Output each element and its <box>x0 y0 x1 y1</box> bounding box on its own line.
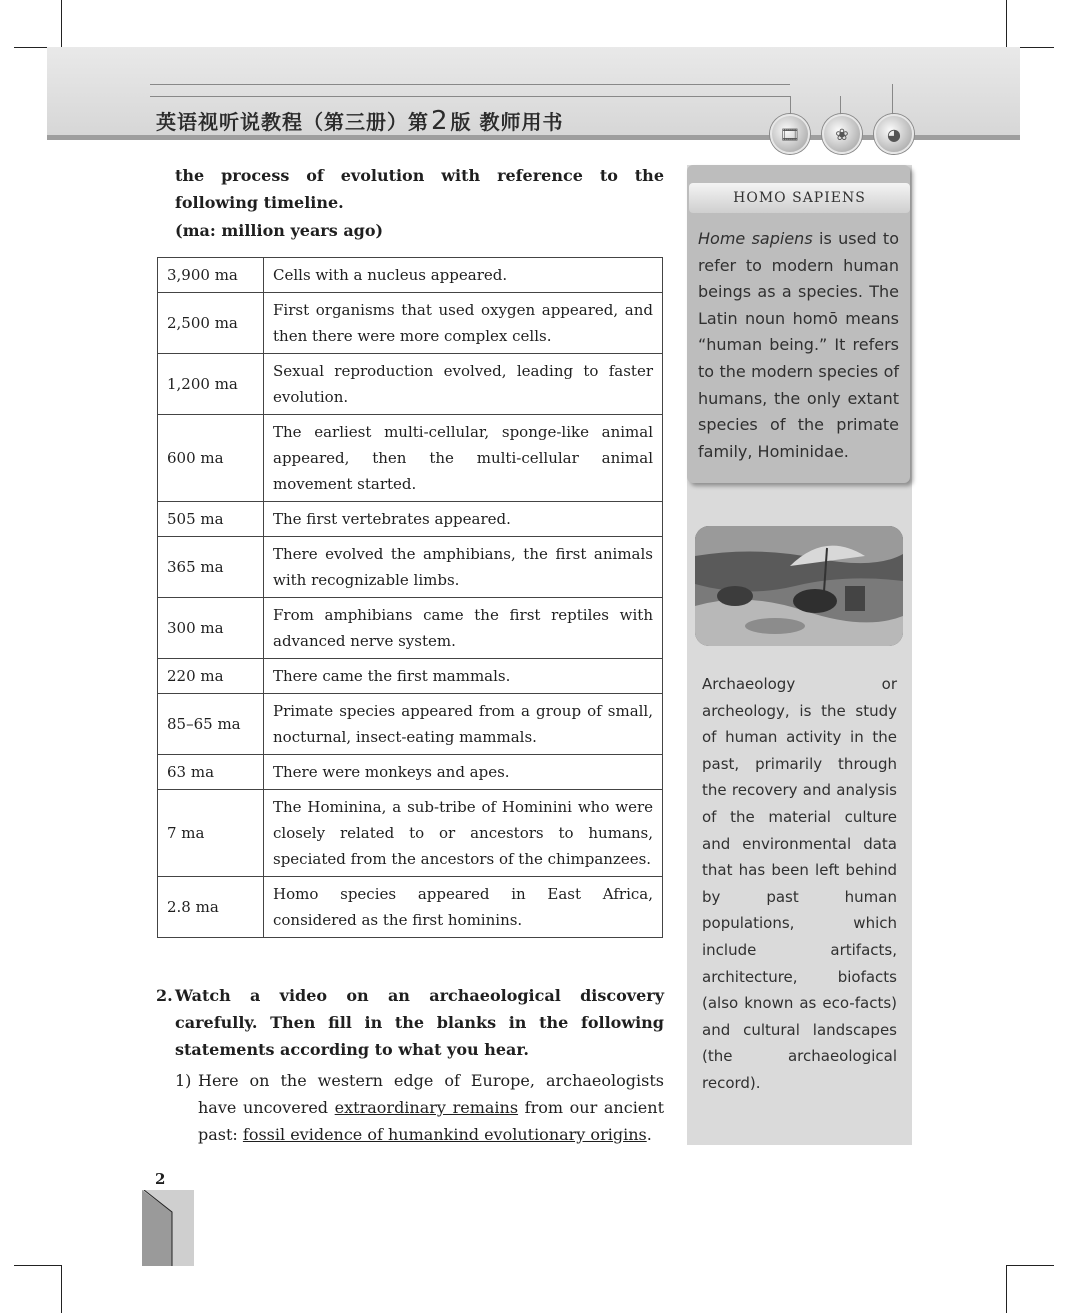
question-number: 2. <box>156 986 173 1005</box>
archaeology-text: Archaeology or archeology, is the study of human activity in the past, primarily through the recovery and analysis of the material culture and environmental data that has been left behind by past human populations, which include artifacts, architecture, biofacts (also known as eco-facts) and cultural landscapes (the archaeological record). <box>702 675 897 1092</box>
answer-number: 1) <box>175 1071 192 1090</box>
table-row <box>158 415 663 502</box>
table-row <box>158 877 663 938</box>
table-row <box>158 293 663 354</box>
timeline-date: 7 ma <box>158 790 264 877</box>
timeline-event: The first vertebrates appeared. <box>264 502 663 537</box>
timeline-event: Cells with a nucleus appeared. <box>264 258 663 293</box>
crop-mark <box>14 1265 62 1266</box>
listening-ear-icon: ❀ <box>822 114 862 154</box>
timeline-event: The Hominina, a sub-tribe of Hominini who were closely related to or ancestors to humans, speciated from the ancestors of the chimpanzees. <box>264 790 663 877</box>
page-tab <box>142 1190 194 1266</box>
blank-answer-2: fossil evidence of humankind evolutionary origins <box>242 1125 647 1144</box>
timeline-date: 2.8 ma <box>158 877 264 938</box>
table-row <box>158 694 663 755</box>
table-row <box>158 755 663 790</box>
book-title: 英语视听说教程（第三册）第2 版 教师用书 <box>156 106 564 136</box>
timeline-date: 365 ma <box>158 537 264 598</box>
timeline-date: 3,900 ma <box>158 258 264 293</box>
timeline-date: 220 ma <box>158 659 264 694</box>
timeline-event: There evolved the amphibians, the first animals with recognizable limbs. <box>264 537 663 598</box>
table-row <box>158 354 663 415</box>
abbreviation-note: (ma: million years ago) <box>175 221 384 240</box>
page-tab-shape <box>142 1190 194 1266</box>
blank-answer-1: extraordinary remains <box>334 1098 519 1117</box>
excavation-site-image <box>695 526 903 646</box>
timeline-date: 63 ma <box>158 755 264 790</box>
timeline-date: 1,200 ma <box>158 354 264 415</box>
homo-sapiens-text: Home sapiens is used to refer to modern human beings as a species. The Latin noun homō means “human being.” It refers to the modern species of humans, the only extant species of the primate family, Hominidae. <box>698 229 899 461</box>
page-number: 2 <box>155 1170 166 1188</box>
answer-1 <box>175 1067 664 1148</box>
crop-mark <box>1006 1265 1054 1266</box>
question-text: Watch a video on an archaeological discovery carefully. Then fill in the blanks in the following statements according to what you hear. <box>175 986 664 1059</box>
table-row <box>158 790 663 877</box>
header-connector-line <box>150 84 790 85</box>
table-row <box>158 659 663 694</box>
header-connector-line <box>150 96 790 97</box>
timeline-date: 300 ma <box>158 598 264 659</box>
answer-text: Here on the western edge of Europe, archaeologists have uncovered extraordinary remains from our ancient past: fossil evidence of humankind evolutionary origins. <box>198 1071 665 1144</box>
film-reel-icon: 🎞 <box>770 114 810 154</box>
timeline-event: Sexual reproduction evolved, leading to faster evolution. <box>264 354 663 415</box>
table-row <box>158 258 663 293</box>
timeline-event: Primate species appeared from a group of small, nocturnal, insect-eating mammals. <box>264 694 663 755</box>
timeline-date: 85–65 ma <box>158 694 264 755</box>
header-connector-line <box>892 84 893 118</box>
table-row <box>158 598 663 659</box>
timeline-event: There were monkeys and apes. <box>264 755 663 790</box>
timeline-event: From amphibians came the first reptiles with advanced nerve system. <box>264 598 663 659</box>
timeline-date: 600 ma <box>158 415 264 502</box>
homo-sapiens-title: HOMO SAPIENS <box>689 183 910 213</box>
crop-mark <box>1006 1265 1007 1313</box>
timeline-event: First organisms that used oxygen appeared, and then there were more complex cells. <box>264 293 663 354</box>
table-row <box>158 502 663 537</box>
speaking-mouth-icon: ◕ <box>874 114 914 154</box>
question-2 <box>156 982 664 1063</box>
timeline-event: There came the first mammals. <box>264 659 663 694</box>
crop-mark <box>61 0 62 48</box>
crop-mark <box>61 1265 62 1313</box>
evolution-timeline-table <box>157 257 663 938</box>
table-row <box>158 537 663 598</box>
timeline-event: Homo species appeared in East Africa, considered as the first hominins. <box>264 877 663 938</box>
edition-number: 2 <box>431 106 449 136</box>
timeline-date: 505 ma <box>158 502 264 537</box>
timeline-event: The earliest multi-cellular, sponge-like animal appeared, then the multi-cellular animal movement started. <box>264 415 663 502</box>
archaeology-photo <box>695 526 903 646</box>
crop-mark <box>1006 0 1007 48</box>
timeline-date: 2,500 ma <box>158 293 264 354</box>
intro-text: the process of evolution with reference to the following timeline. <box>175 166 664 212</box>
